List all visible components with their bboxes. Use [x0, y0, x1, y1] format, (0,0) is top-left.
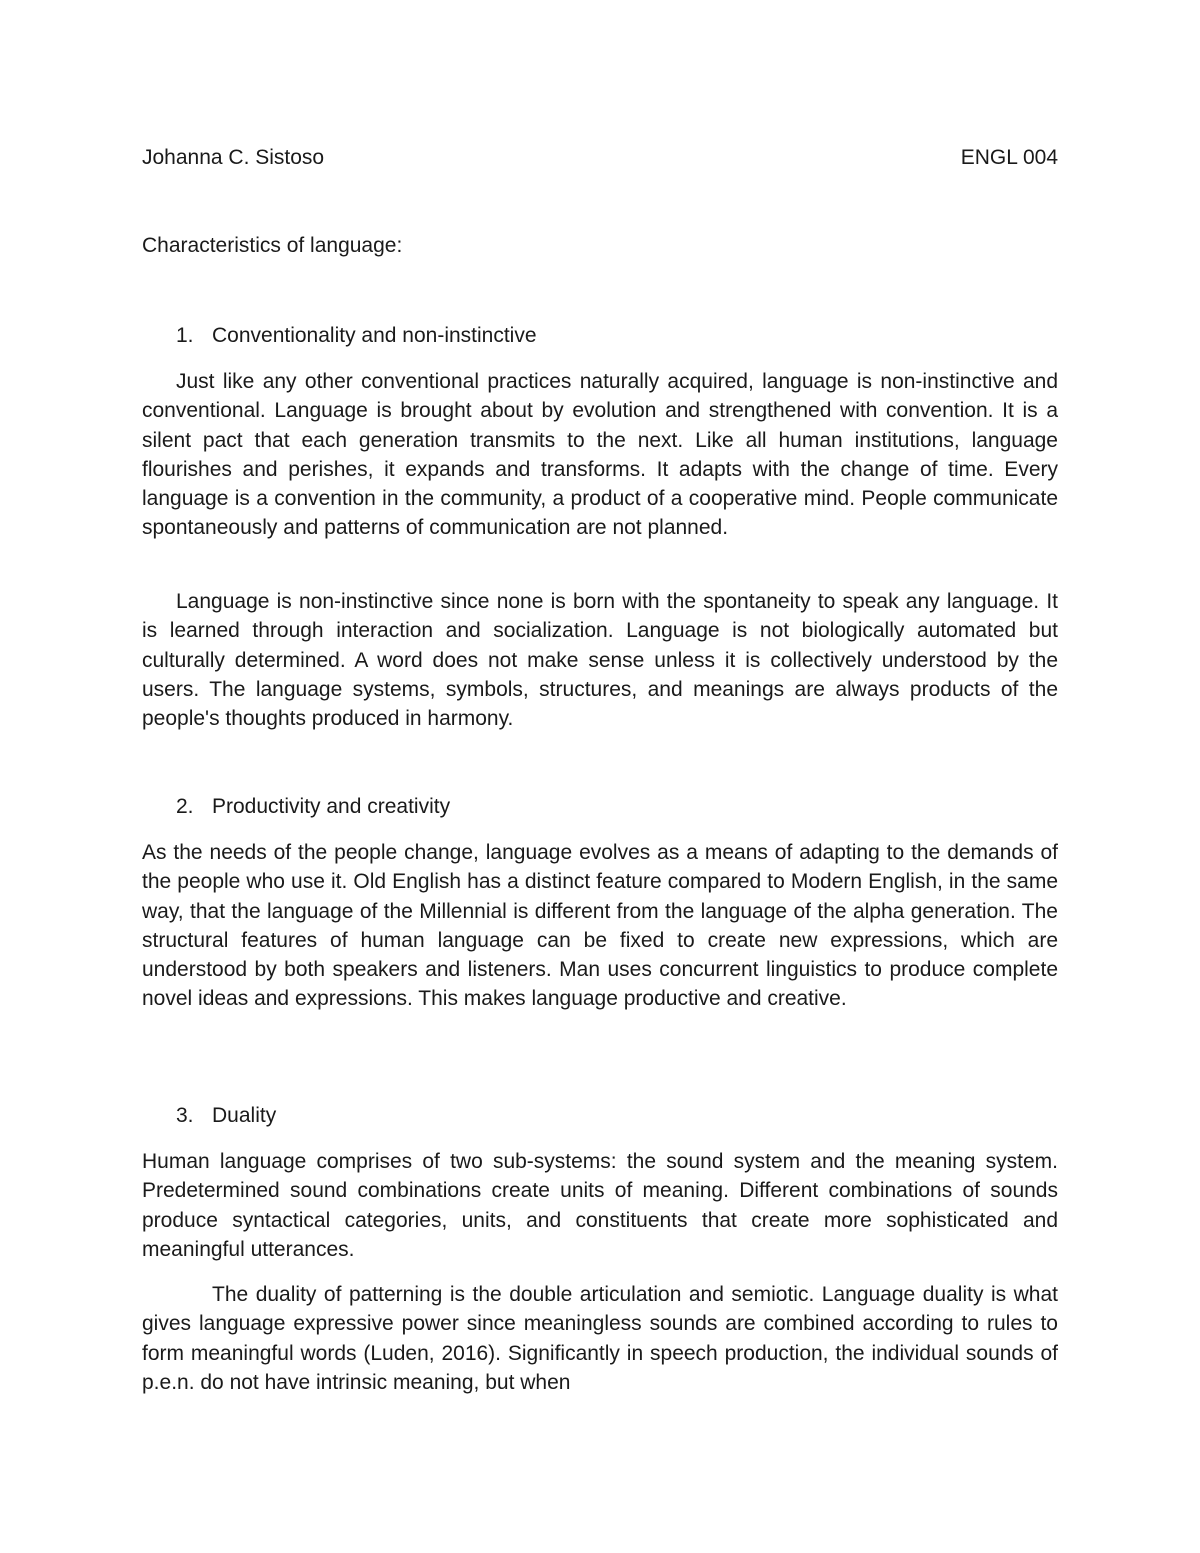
section-heading-1 — [176, 321, 537, 351]
paragraph: The duality of patterning is the double articulation and semiotic. Language duality is what gives language expressive power since meaningless sounds are combined according to rules to form meaningful words (Luden, 2016). Significantly in speech production, the individual sounds of p.e.n. do not have intrinsic meaning, but when — [142, 1283, 1058, 1394]
author-name: Johanna C. Sistoso — [142, 146, 325, 169]
paragraph: Just like any other conventional practices naturally acquired, language is non-instinctive and conventional. Language is brought about by evolution and strengthened with convention. It is a silent pact that each generation transmits to the next. Like all human institutions, language flourishes and perishes, it expands and transforms. It adapts with the change of time. Every language is a convention in the community, a product of a cooperative mind. People communicate spontaneously and patterns of communication are not planned. — [142, 370, 1058, 540]
section-number: 1. — [176, 324, 194, 347]
section-heading-2 — [176, 792, 450, 822]
section-heading-3 — [176, 1101, 276, 1131]
section-number: 2. — [176, 795, 194, 818]
section-title: Duality — [212, 1104, 277, 1127]
document-header — [142, 143, 1058, 173]
section-title: Conventionality and non-instinctive — [212, 324, 537, 347]
section-title: Productivity and creativity — [212, 795, 451, 818]
document-title: Characteristics of language: — [142, 234, 403, 257]
section-number: 3. — [176, 1104, 194, 1127]
paragraph: Human language comprises of two sub-systems: the sound system and the meaning system. Predetermined sound combinations create units of meaning. Different combinations of sounds produce syntactical categories, units, and constituents that create more sophisticated and meaningful utterances. — [142, 1150, 1058, 1261]
course-code: ENGL 004 — [960, 146, 1058, 169]
document-page — [142, 0, 1058, 1553]
paragraph: Language is non-instinctive since none is born with the spontaneity to speak any language. It is learned through interaction and socialization. Language is not biologically automated but culturally determined. A word does not make sense unless it is collectively understood by the users. The language systems, symbols, structures, and meanings are always products of the people's thoughts produced in harmony. — [142, 590, 1058, 731]
paragraph: As the needs of the people change, language evolves as a means of adapting to the demands of the people who use it. Old English has a distinct feature compared to Modern English, in the same way, that the language of the Millennial is different from the language of the alpha generation. The structural features of human language can be fixed to create new expressions, which are understood by both speakers and listeners. Man uses concurrent linguistics to produce complete novel ideas and expressions. This makes language productive and creative. — [142, 841, 1058, 1011]
